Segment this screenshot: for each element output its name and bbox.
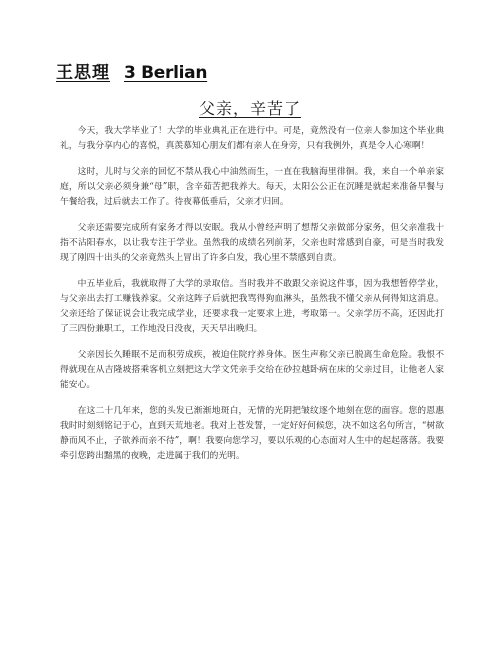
author-header	[56, 58, 456, 83]
paragraph-2: 这时，儿时与父亲的回忆不禁从我心中油然而生，一直在我脑海里徘徊。我，来自一个单亲家庭，所以父亲必须身兼“母”职，含辛茹苦把我养大。每天，太阳公公正在沉睡是就起来准备早餐与午餐给我，过后就去工作了。待夜幕低垂后，父亲才归回。	[60, 167, 444, 207]
essay-body	[60, 124, 444, 475]
essay-title: 父亲，辛苦了	[198, 99, 301, 118]
paragraph-5: 父亲因长久睡眠不足而积劳成疾，被迫住院疗养身体。医生声称父亲已脱离生命危险。我恨不得就现在从吉隆坡搭乘客机立刻把这大学文凭亲手交给在砂拉越卧病在床的父亲过目，让他老人家能安心。	[60, 350, 444, 390]
paragraph-1: 今天，我大学毕业了！大学的毕业典礼正在进行中。可是，竟然没有一位亲人参加这个毕业典礼，与我分享内心的喜悦，真羡慕知心朋友们都有亲人在身旁，只有我例外，真是令人心寒啊！	[60, 126, 444, 151]
author-name: 王思理	[56, 63, 110, 83]
paragraph-4: 中五毕业后，我就取得了大学的录取信。当时我并不敢跟父亲说这件事，因为我想暂停学业，与父亲出去打工赚钱养家。父亲这阵子后就把我骂得狗血淋头，虽然我不懂父亲从何得知这消息。父亲还给了保证说会让我完成学业，还要求我一定要求上进，考取第一。父亲学历不高，还因此打了三四份兼职工，工作地没日没夜，天天早出晚归。	[60, 279, 444, 334]
author-class: 3 Berlian	[124, 63, 208, 83]
paragraph-6: 在这二十几年来，您的头发已渐渐地斑白，无情的光阴把皱纹逐个地刻在您的面容。您的恩惠我时时刻刻铭记于心，直到天荒地老。我对上苍发誓，一定好好何候您，决不如这名句所言，“树欲静而风不止，子欲养而亲不待”，啊！我要向您学习，要以乐观的心态面对人生中的起起落落。我要牵引您跨出黯黑的夜晚，走进属于我们的光明。	[60, 406, 444, 461]
paragraph-3: 父亲还需要完成所有家务才得以安眠。我从小曾经声明了想帮父亲做部分家务，但父亲准我十指不沾阳春水，以让我专注于学业。虽然我的成绩名列前茅，父亲也时常感到自豪，可是当时我发现了刚四十出头的父亲竟然头上冒出了许多白发，我心里不禁感到自责。	[60, 223, 444, 263]
